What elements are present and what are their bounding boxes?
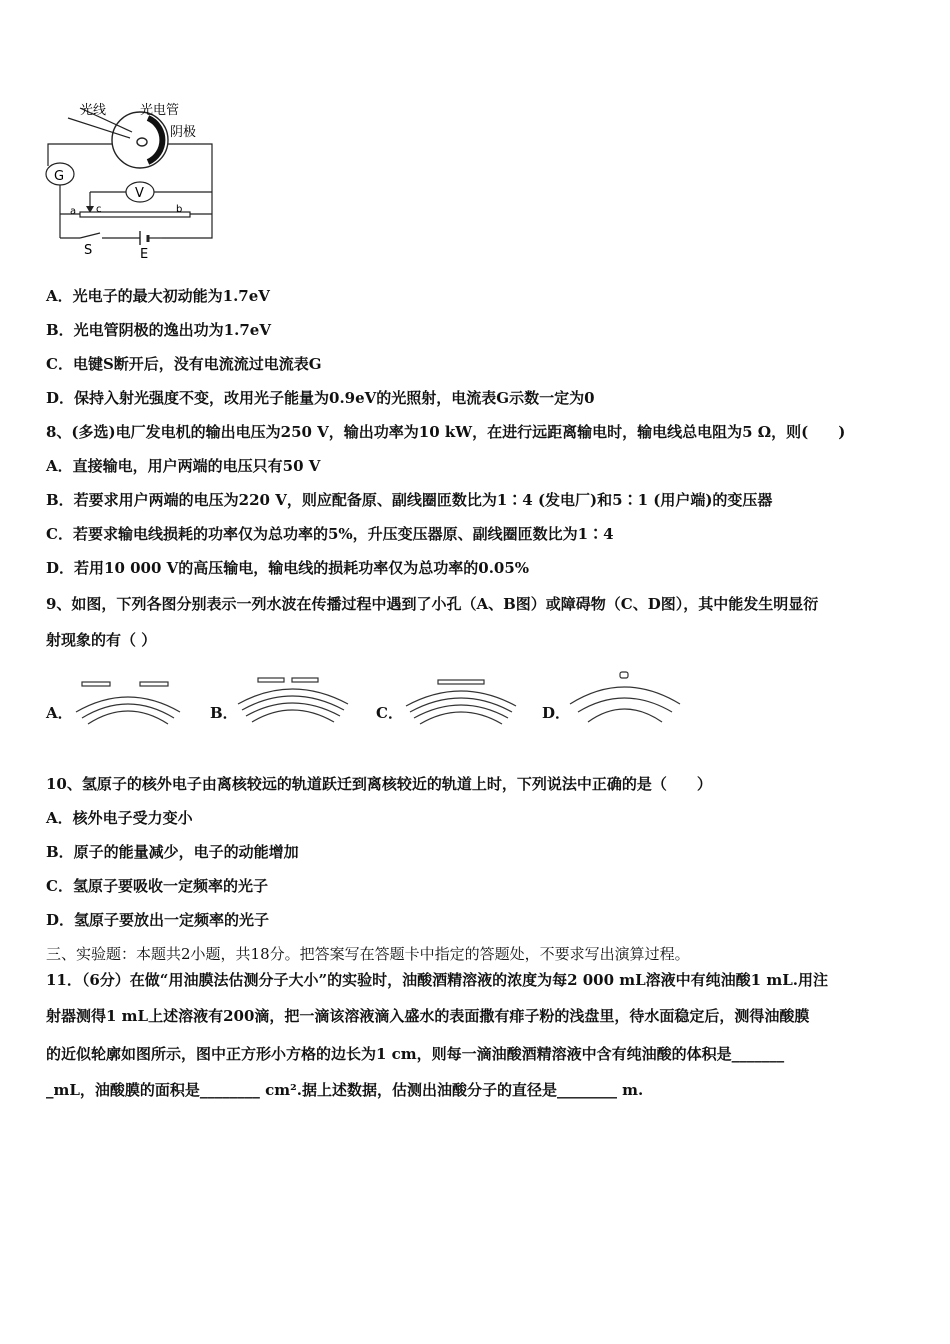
label-G: G — [54, 169, 65, 184]
label-cathode: 阴极 — [170, 125, 197, 140]
label-tube: 光电管 — [140, 103, 180, 118]
barrier-left — [258, 678, 284, 682]
q7-option-d: D．保持入射光强度不变，改用光子能量为0.9eV的光照射，电流表G示数一定为0 — [46, 389, 595, 407]
q10-option-c: C．氢原子要吸收一定频率的光子 — [46, 877, 268, 895]
label-c: c — [96, 204, 102, 215]
label-E: E — [140, 247, 149, 262]
wire-right — [162, 144, 212, 238]
photoelectric-circuit-diagram — [40, 96, 230, 266]
switch-S — [80, 233, 100, 238]
wave-diagram-b — [236, 670, 350, 730]
q8-option-b: B．若要求用户两端的电压为220 V，则应配备原、副线圈匝数比为1∶4 (发电厂)和5∶1 (用户端)的变压器 — [46, 491, 773, 509]
label-b: b — [176, 204, 183, 215]
label-a: a — [70, 206, 77, 217]
q9-stem-line1: 9、如图，下列各图分别表示一列水波在传播过程中遇到了小孔（A、B图）或障碍物（C、D图），其中能发生明显衍 — [46, 595, 819, 613]
q10-option-a: A．核外电子受力变小 — [46, 809, 193, 827]
q9-label-d: D． — [542, 704, 571, 722]
wave-diagram-c — [404, 670, 518, 730]
wave-diagram-d — [568, 670, 682, 728]
q9-label-a: A． — [46, 704, 73, 722]
q8-option-d: D．若用10 000 V的高压输电，输电线的损耗功率仅为总功率的0.05% — [46, 559, 530, 577]
q11-line3: 的近似轮廓如图所示，图中正方形小方格的边长为1 cm，则每一滴油酸酒精溶液中含有纯油酸的体积是_______ — [46, 1045, 785, 1063]
q10-option-d: D．氢原子要放出一定频率的光子 — [46, 911, 270, 929]
q7-option-a: A．光电子的最大初动能为1.7eV — [46, 287, 270, 305]
q9-stem-line2: 射现象的有（ ） — [46, 631, 157, 649]
q10-option-b: B．原子的能量减少，电子的动能增加 — [46, 843, 299, 861]
obstacle-small — [620, 672, 628, 678]
label-light: 光线 — [80, 103, 107, 118]
section3-heading: 三、实验题：本题共2小题，共18分。把答案写在答题卡中指定的答题处，不要求写出演算过程。 — [46, 945, 690, 963]
q9-label-b: B． — [210, 704, 238, 722]
q8-option-a: A．直接输电，用户两端的电压只有50 V — [46, 457, 321, 475]
light-ray-1 — [68, 118, 130, 138]
q7-option-b: B．光电管阴极的逸出功为1.7eV — [46, 321, 271, 339]
barrier-right — [140, 682, 168, 686]
label-S: S — [84, 243, 93, 258]
q10-stem: 10、氢原子的核外电子由离核较远的轨道跃迁到离核较近的轨道上时，下列说法中正确的是（ ） — [46, 775, 712, 793]
barrier-right — [292, 678, 318, 682]
barrier-left — [82, 682, 110, 686]
q7-option-c: C．电键S断开后，没有电流流过电流表G — [46, 355, 322, 373]
obstacle-large — [438, 680, 484, 684]
q8-stem: 8、(多选)电厂发电机的输出电压为250 V，输出功率为10 kW，在进行远距离输电时，输电线总电阻为5 Ω，则( ) — [46, 423, 846, 441]
label-V: V — [135, 186, 144, 201]
q11-line2: 射器测得1 mL上述溶液有200滴，把一滴该溶液滴入盛水的表面撒有痱子粉的浅盘里，待水面稳定后，测得油酸膜 — [46, 1007, 810, 1025]
anode — [137, 138, 147, 146]
q11-line4: _mL，油酸膜的面积是________ cm².据上述数据，估测出油酸分子的直径是________ m. — [46, 1081, 644, 1099]
q9-label-c: C． — [376, 704, 403, 722]
cathode — [148, 118, 162, 162]
wave-diagram-a — [72, 670, 184, 726]
q11-line1: 11．（6分）在做“用油膜法估测分子大小”的实验时，油酸酒精溶液的浓度为每2 000 mL溶液中有纯油酸1 mL.用注 — [46, 971, 828, 989]
q8-option-c: C．若要求输电线损耗的功率仅为总功率的5%，升压变压器原、副线圈匝数比为1∶4 — [46, 525, 614, 543]
